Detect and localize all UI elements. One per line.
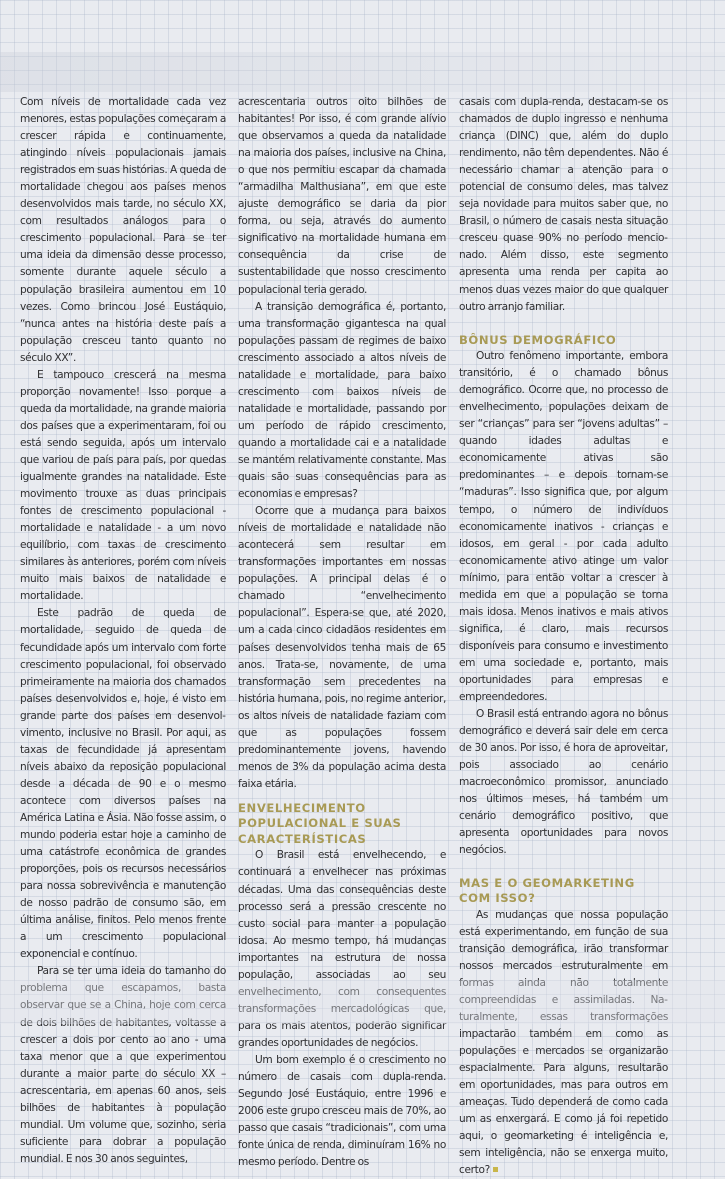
paragraph: acrescentaria outros oito bilhões de habitantes! Por isso, é com grande alívio que observamos a queda da natalidade na maioria dos países, inclusive na China, o que nos permitiu escapar da chamada “armadilha Malthusiana”, em que este ajuste demográfico se daria da pior forma, ou seja, através do aumento significativo na mortalidade humana em consequência da crise de sustentabilidade que nosso crescimento populacional teria gerado. (238, 96, 446, 296)
section-heading-envelhecimento: ENVELHECIMENTO POPULACIONAL E SUAS CARACTERÍSTICAS (238, 800, 402, 846)
section-heading-bonus-demografico: BÔNUS DEMOGRÁFICO (459, 332, 617, 347)
paragraph: Com níveis de mortalidade cada vez menores, estas populações começaram a crescer rápida e continuamente, atingindo níveis populacionais jamais registrados em suas histórias. A queda de mortalidade chegou aos países menos desenvolvidos mais tarde, no século XX, com resultados análogos para o crescimento populacional. Para se ter uma ideia da dimensão desse processo, somente durante aquele século a população brasileira aumentou em 10 vezes. Como brincou José Eustáquio, “nunca antes na história deste país a população cresceu tanto quanto no século XX”. (20, 96, 226, 364)
paragraph: Outro fenômeno importante, embora transitório, é o chamado bônus demográfico. Ocorre que, no processo de envelhecimento, populações deixam de ser “crianças” para ser “jovens adultas” – quando idades adultas e economicamente ativas são predominantes – e depois tornam-se “maduras”. Isso significa que, por algum tempo, o número de indivíduos economicamente inativos - crianças e idosos, em geral - por cada adulto economicamente ativo atinge um valor mínimo, para então voltar a crescer à medida em que a população se torna mais idosa. Menos inativos e mais ativos significa, é claro, mais recursos disponíveis para consumo e investimento em uma sociedade e, portanto, mais oportunidades para empresas e empreendedores. (459, 350, 668, 704)
paragraph: Este padrão de queda de mortalidade, seguido de queda de fecundidade após um intervalo com forte crescimento populacional, foi observado primeiramente na maioria dos chamados países desenvolvidos e, hoje, é visto em grande parte dos países em desenvolvimento, inclusive no Brasil. Por aqui, as taxas de fecundidade já apresentam níveis abaixo da reposição populacional desde a década de 90 e o mesmo acontece com diversos países na América Latina e Ásia. Não fosse assim, o mundo poderia estar hoje a caminho de uma catástrofe econômica de grandes proporções, pois os recursos necessários para nossa sobrevivência e manutenção de nosso padrão de consumo são, em última análise, finitos. Pelo menos frente a um crescimento populacional exponencial e contínuo. (20, 607, 226, 961)
section-heading-geomarketing: MAS E O GEOMARKETING COM ISSO? (459, 875, 635, 906)
end-of-article-square-icon (493, 1167, 498, 1172)
paragraph: E tampouco crescerá na mesma proporção novamente! Isso porque a queda da mortalidade, na grande maioria dos países que a experimentaram, foi ou está sendo seguida, após um intervalo que variou de país para país, por quedas igualmente grandes na natalidade. Este movimento trouxe as duas principais fontes de crescimento populacional - mortalidade e natalidade - a um novo equilíbrio, com taxas de crescimento similares às anteriores, porém com níveis muito mais baixos de natalidade e mortalidade. (20, 368, 226, 603)
paragraph: Ocorre que a mudança para baixos níveis de mortalidade e natalidade não acontecerá sem resultar em transformações importantes em nossas populações. A principal delas é o chamado “envelhecimento populacional”. Espera-se que, até 2020, um a cada cinco cidadãos residentes em países desenvolvidos tenha mais de 65 anos. Trata-se, novamente, de uma transformação sem precedentes na história humana, pois, no regime anterior, os altos níveis de natalidade faziam com que as populações fossem predominantemente jovens, havendo menos de 3% da população acima desta faixa etária. (238, 505, 446, 790)
paragraph: Para se ter uma ideia do tamanho do problema que escapamos, basta observar que se a China, hoje com cerca de dois bilhões de habitantes, voltasse a crescer a dois por cento ao ano - uma taxa menor que a que experimentou durante a maior parte do século XX – acrescentaria, em apenas 60 anos, seis bilhões de habitantes à população mundial. Um volume que, sozinho, seria suficiente para dobrar a população mundial. E nos 30 anos seguintes, (20, 965, 226, 1165)
paragraph: O Brasil está envelhecendo, e continuará a envelhecer nas próximas décadas. Uma das consequências deste processo será a pressão crescente no custo social para manter a população idosa. Ao mesmo tempo, há mudanças importantes na estrutura de nossa população, associadas ao seu envelhecimento, com consequentes transformações mercadológicas que, para os mais atentos, poderão significar grandes oportunidades de negócios. (238, 849, 446, 1049)
paragraph: casais com dupla-renda, destacam-se os chamados de duplo ingresso e nenhuma criança (DINC) que, além do duplo rendimento, não têm dependentes. Não é necessário chamar a atenção para o potencial de consumo deles, mas talvez seja novidade para muitos saber que, no Brasil, o número de casais nesta situação cresceu quase 90% no período mencionado. Além disso, este segmento apresenta uma renda per capita ao menos duas vezes maior do que qualquer outro arranjo familiar. (459, 96, 668, 313)
paragraph: Um bom exemplo é o crescimento no número de casais com dupla-renda. Segundo José Eustáquio, entre 1996 e 2006 este grupo cresceu mais de 70%, ao passo que casais “tradicionais”, com uma fonte única de renda, diminuíram 16% no mesmo período. Dentre os (238, 1053, 446, 1169)
paragraph-final (459, 907, 668, 1179)
paragraph: O Brasil está entrando agora no bônus demográfico e deverá sair dele em cerca de 30 anos. Por isso, é hora de aproveitar, pois associado ao cenário macroeconômico promissor, anunciado nos últimos meses, há também um cenário demográfico positivo, que apresenta oportunidades para novos negócios. (459, 708, 668, 857)
page-bottom-margin (0, 980, 725, 1024)
paragraph-text: As mudanças que nossa população está experimentando, em função de sua transição demográfica, irão transformar nossos mercados estruturalmente em formas ainda não totalmente compreendidas e assimiladas. Naturalmente, essas transformações impactarão também em como as populações e mercados se organizarão espacialmente. Para alguns, resultarão em oportunidades, mas para outros em ameaças. Tudo dependerá de como cada um as enxergará. E como já foi repetido aqui, o geomarketing é inteligência e, sem inteligência, não se enxerga muito, certo? (459, 908, 668, 1177)
faded-title-watermark (0, 52, 725, 92)
paragraph: A transição demográfica é, portanto, uma transformação gigantesca na qual populações passam de regimes de baixo crescimento associado a altos níveis de natalidade e mortalidade, para baixo crescimento com baixos níveis de natalidade e mortalidade, passando por um período de rápido crescimento, quando a mortalidade cai e a natalidade se mantém relativamente constante. Mas quais são suas consequências para as economias e empresas? (238, 300, 446, 501)
